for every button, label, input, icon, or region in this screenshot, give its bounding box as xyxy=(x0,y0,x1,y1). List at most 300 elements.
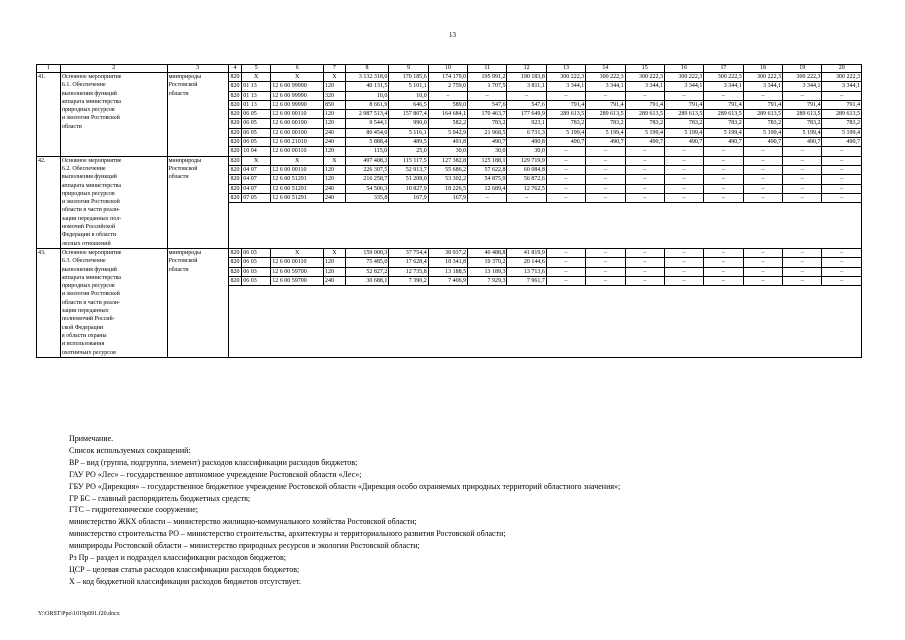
table-cell: – xyxy=(664,156,703,165)
table-cell: – xyxy=(546,248,585,257)
table-cell: 1 707,5 xyxy=(468,82,507,91)
table-cell: 490,7 xyxy=(586,138,625,147)
column-header: 8 xyxy=(345,65,389,73)
note-line: Рз Пр – раздел и подраздел классификации расходов бюджетов; xyxy=(69,553,286,563)
table-cell: 40 131,5 xyxy=(345,82,389,91)
table-cell: – xyxy=(704,184,743,193)
table-cell: – xyxy=(546,184,585,193)
table-cell: 783,2 xyxy=(704,119,743,128)
column-header: 10 xyxy=(428,65,467,73)
table-cell: 12 6 00 00110 xyxy=(271,258,324,267)
table-row xyxy=(37,73,862,82)
table-cell: 589,0 xyxy=(428,100,467,109)
table-cell: 300 222,3 xyxy=(546,73,585,82)
table-cell: 30,0 xyxy=(428,147,467,156)
table-cell: 240 xyxy=(324,276,346,285)
table-cell: 289 613,5 xyxy=(625,110,664,119)
table-cell: – xyxy=(586,165,625,174)
table-cell: 12 6 00 00110 xyxy=(271,165,324,174)
table-cell: 216 258,7 xyxy=(345,175,389,184)
table-cell: 07 05 xyxy=(242,193,271,202)
table-cell: 5 199,4 xyxy=(822,128,862,137)
table-cell: – xyxy=(743,267,782,276)
table-cell: – xyxy=(546,175,585,184)
table-cell: 300 222,3 xyxy=(822,73,862,82)
table-cell: 289 613,5 xyxy=(704,110,743,119)
table-cell: – xyxy=(783,147,822,156)
table-cell: 12 6 00 21010 xyxy=(271,138,324,147)
table-cell: 195 991,2 xyxy=(468,73,507,82)
table-cell: 490,8 xyxy=(507,138,546,147)
table-cell: – xyxy=(822,258,862,267)
table-cell: 820 xyxy=(228,73,241,82)
table-cell: – xyxy=(664,248,703,257)
table-cell: 177 649,9 xyxy=(507,110,546,119)
table-cell: 791,4 xyxy=(546,100,585,109)
table-cell: 820 xyxy=(228,175,241,184)
column-header: 20 xyxy=(822,65,862,73)
table-cell: 10,0 xyxy=(389,91,428,100)
table-cell: 30,0 xyxy=(507,147,546,156)
executor: минприроды Ростовской области xyxy=(167,248,228,357)
table-cell: 3 344,1 xyxy=(743,82,782,91)
activity-name: Основное мероприятие 6.1. Обеспечение выполнения функций аппарата министерства природных ресурсов и экологии Ростовской области xyxy=(60,73,167,157)
table-cell: – xyxy=(704,193,743,202)
table-cell: 125 188,1 xyxy=(468,156,507,165)
column-header: 2 xyxy=(60,65,167,73)
note-line: минприроды Ростовской области – министерство природных ресурсов и экологии Ростовской области; xyxy=(69,541,420,551)
table-cell: 582,2 xyxy=(428,119,467,128)
note-line: Список используемых сокращений: xyxy=(69,445,191,455)
notes-section xyxy=(69,433,869,588)
table-cell: – xyxy=(822,175,862,184)
table-cell: – xyxy=(822,147,862,156)
table-cell: 120 xyxy=(324,258,346,267)
table-cell: – xyxy=(743,184,782,193)
table-cell: 12 6 00 99990 xyxy=(271,100,324,109)
table-cell: 289 613,5 xyxy=(586,110,625,119)
table-cell: 5 199,4 xyxy=(664,128,703,137)
table-cell: 18 226,5 xyxy=(428,184,467,193)
note-line: ВР – вид (группа, подгруппа, элемент) расходов классификации расходов бюджетов; xyxy=(69,457,358,467)
table-cell: 289 613,5 xyxy=(546,110,585,119)
table-cell: – xyxy=(783,91,822,100)
table-cell: 791,4 xyxy=(625,100,664,109)
table-cell: – xyxy=(546,258,585,267)
table-cell: 120 xyxy=(324,267,346,276)
table-cell: – xyxy=(586,175,625,184)
row-number: 43. xyxy=(37,248,61,357)
table-cell: 320 xyxy=(324,91,346,100)
table-row xyxy=(37,248,862,257)
table-cell: – xyxy=(586,156,625,165)
table-cell: 167,9 xyxy=(389,193,428,202)
table-cell: 7 929,3 xyxy=(468,276,507,285)
table-cell: 497 408,3 xyxy=(345,156,389,165)
footer-file-path: Y:\ORST\Ppo\1019p091.f20.docx xyxy=(38,611,120,617)
table-cell: 5 199,4 xyxy=(625,128,664,137)
column-header: 13 xyxy=(546,65,585,73)
table-cell: 240 xyxy=(324,138,346,147)
table-cell: 115,0 xyxy=(345,147,389,156)
table-cell: – xyxy=(664,258,703,267)
table-cell: 54 506,3 xyxy=(345,184,389,193)
table-cell: X xyxy=(324,248,346,257)
table-cell: 3 344,1 xyxy=(704,82,743,91)
table-cell: 820 xyxy=(228,82,241,91)
table-cell: – xyxy=(468,91,507,100)
table-cell: 17 628,4 xyxy=(389,258,428,267)
table-cell: – xyxy=(546,267,585,276)
table-cell: 127 382,8 xyxy=(428,156,467,165)
table-cell: 174 179,0 xyxy=(428,73,467,82)
table-cell: 490,7 xyxy=(664,138,703,147)
table-cell: 06 03 xyxy=(242,248,271,257)
table-cell: 850 xyxy=(324,100,346,109)
table-cell: 289 613,5 xyxy=(822,110,862,119)
note-line: ГБУ РО «Дирекция» – государственное бюджетное учреждение Ростовской области «Дирекция особо охраняемых природных территорий областного значения»; xyxy=(69,481,621,491)
table-cell: 57 622,8 xyxy=(468,165,507,174)
table-cell: 25,0 xyxy=(389,147,428,156)
table-cell: 53 302,2 xyxy=(428,175,467,184)
table-cell: – xyxy=(625,258,664,267)
table-cell: – xyxy=(546,276,585,285)
table-cell: 12 6 00 51291 xyxy=(271,175,324,184)
table-cell: 3 344,1 xyxy=(822,82,862,91)
table-cell: 7 406,9 xyxy=(428,276,467,285)
table-cell: 3 344,1 xyxy=(783,82,822,91)
table-cell: 5 101,1 xyxy=(389,82,428,91)
table-cell: – xyxy=(783,193,822,202)
table-cell: 8 661,9 xyxy=(345,100,389,109)
table-cell: – xyxy=(586,248,625,257)
table-cell: 10,0 xyxy=(345,91,389,100)
table-cell: – xyxy=(743,258,782,267)
table-cell: 490,7 xyxy=(822,138,862,147)
table-cell: 547,6 xyxy=(507,100,546,109)
note-line: Х – код бюджетной классификации расходов бюджетов отсутствует. xyxy=(69,576,301,586)
table-cell: 06 03 xyxy=(242,267,271,276)
table-cell: 783,2 xyxy=(822,119,862,128)
table-cell: 5 199,4 xyxy=(783,128,822,137)
table-cell: 30 688,1 xyxy=(345,276,389,285)
note-line: ГТС – гидротехническое сооружение; xyxy=(69,505,198,515)
table-cell: 783,2 xyxy=(586,119,625,128)
table-cell: 226 307,5 xyxy=(345,165,389,174)
table-cell: 37 754,4 xyxy=(389,248,428,257)
table-cell: 3 344,1 xyxy=(586,82,625,91)
table-cell: 12 6 00 00190 xyxy=(271,128,324,137)
table-cell: 170 185,6 xyxy=(389,73,428,82)
table-cell: – xyxy=(664,193,703,202)
table-row xyxy=(37,156,862,165)
table-cell: – xyxy=(783,258,822,267)
table-cell: – xyxy=(625,91,664,100)
table-cell: 240 xyxy=(324,193,346,202)
table-cell: 120 xyxy=(324,110,346,119)
table-cell: 04 07 xyxy=(242,175,271,184)
table-cell: 5 199,4 xyxy=(743,128,782,137)
table-cell: X xyxy=(324,156,346,165)
table-cell: 10 827,9 xyxy=(389,184,428,193)
table-cell: 12 6 00 99990 xyxy=(271,91,324,100)
table-cell: 300 222,3 xyxy=(704,73,743,82)
table-cell: 820 xyxy=(228,165,241,174)
table-cell: 7 390,2 xyxy=(389,276,428,285)
table-cell: 01 13 xyxy=(242,82,271,91)
note-line: Примечание. xyxy=(69,434,114,443)
table-cell: 820 xyxy=(228,100,241,109)
table-cell: 820 xyxy=(228,258,241,267)
table-cell: – xyxy=(743,91,782,100)
table-cell: – xyxy=(625,165,664,174)
column-header: 7 xyxy=(324,65,346,73)
table-cell: – xyxy=(664,276,703,285)
table-cell: 18 341,8 xyxy=(428,258,467,267)
table-cell: 547,6 xyxy=(468,100,507,109)
table-cell: – xyxy=(704,175,743,184)
table-cell: 52 827,2 xyxy=(345,267,389,276)
table-cell: – xyxy=(783,276,822,285)
table-cell: – xyxy=(822,267,862,276)
table-cell: 489,5 xyxy=(389,138,428,147)
table-cell: – xyxy=(546,147,585,156)
table-cell: 120 xyxy=(324,119,346,128)
table-cell: – xyxy=(546,165,585,174)
table-cell: 3 344,1 xyxy=(625,82,664,91)
table-cell: 491,8 xyxy=(428,138,467,147)
column-header: 15 xyxy=(625,65,664,73)
table-cell: – xyxy=(546,193,585,202)
table-cell: X xyxy=(271,156,324,165)
table-cell: 12 6 00 00110 xyxy=(271,147,324,156)
table-cell: – xyxy=(743,165,782,174)
table-cell: 120 xyxy=(324,82,346,91)
table-cell: 783,2 xyxy=(783,119,822,128)
table-cell: 12 6 00 99990 xyxy=(271,82,324,91)
table-cell: 783,2 xyxy=(625,119,664,128)
table-cell: – xyxy=(743,193,782,202)
table-cell: 12 6 00 51291 xyxy=(271,193,324,202)
table-cell: 13 713,6 xyxy=(507,267,546,276)
table-cell: – xyxy=(625,267,664,276)
table-cell: 13 189,3 xyxy=(468,267,507,276)
note-line: министерство ЖКХ области – министерство жилищно-коммунального хозяйства Ростовской области; xyxy=(69,517,417,527)
table-cell: 167,9 xyxy=(428,193,467,202)
table-cell: 41 819,9 xyxy=(507,248,546,257)
table-cell: 60 084,8 xyxy=(507,165,546,174)
table-cell: – xyxy=(625,276,664,285)
table-cell: – xyxy=(822,156,862,165)
table-cell: – xyxy=(743,156,782,165)
table-cell: 06 03 xyxy=(242,258,271,267)
table-cell: 5 199,4 xyxy=(704,128,743,137)
table-cell: 120 xyxy=(324,147,346,156)
table-cell: 820 xyxy=(228,138,241,147)
column-header: 9 xyxy=(389,65,428,73)
table-cell: 54 875,9 xyxy=(468,175,507,184)
table-cell: 490,7 xyxy=(783,138,822,147)
table-cell: – xyxy=(586,184,625,193)
table-cell: – xyxy=(625,184,664,193)
table-cell: 490,7 xyxy=(743,138,782,147)
table-cell: 21 968,5 xyxy=(468,128,507,137)
table-cell: 170 463,7 xyxy=(468,110,507,119)
column-header: 6 xyxy=(271,65,324,73)
row-number: 41. xyxy=(37,73,61,157)
table-cell: – xyxy=(704,248,743,257)
table-cell: 783,2 xyxy=(468,119,507,128)
table-cell: 820 xyxy=(228,248,241,257)
table-cell: – xyxy=(586,147,625,156)
column-header: 3 xyxy=(167,65,228,73)
activity-name: Основное мероприятие 6.2. Обеспечение выполнения функций аппарата министерства природных ресурсов и экологии Ростовской области в части реали- зации переданных пол- номочий Российской Федерации в области лесных отношений xyxy=(60,156,167,248)
table-cell: 820 xyxy=(228,184,241,193)
table-cell: 240 xyxy=(324,184,346,193)
table-cell: – xyxy=(704,156,743,165)
table-cell: – xyxy=(704,165,743,174)
table-cell: 3 811,1 xyxy=(507,82,546,91)
table-cell: 2 759,0 xyxy=(428,82,467,91)
table-cell: 5 199,4 xyxy=(586,128,625,137)
table-cell: 06 05 xyxy=(242,138,271,147)
table-cell: 115 117,5 xyxy=(389,156,428,165)
column-header: 5 xyxy=(242,65,271,73)
table-cell: – xyxy=(507,91,546,100)
table-cell: 820 xyxy=(228,119,241,128)
table-cell: 55 686,2 xyxy=(428,165,467,174)
table-cell: – xyxy=(783,156,822,165)
table-cell: 10 04 xyxy=(242,147,271,156)
table-cell: 04 07 xyxy=(242,165,271,174)
table-cell: 06 03 xyxy=(242,276,271,285)
table-cell: 129 719,9 xyxy=(507,156,546,165)
table-cell: 820 xyxy=(228,147,241,156)
table-cell: 820 xyxy=(228,156,241,165)
note-line: ГР БС – главный распорядитель бюджетных средств; xyxy=(69,493,251,503)
row-number: 42. xyxy=(37,156,61,248)
table-cell: – xyxy=(664,267,703,276)
column-header: 4 xyxy=(228,65,241,73)
table-cell: – xyxy=(428,91,467,100)
table-cell: – xyxy=(586,91,625,100)
table-cell: – xyxy=(586,267,625,276)
table-cell: 7 961,7 xyxy=(507,276,546,285)
table-cell: 06 05 xyxy=(242,119,271,128)
table-cell: 190 183,8 xyxy=(507,73,546,82)
table-cell: – xyxy=(822,91,862,100)
table-cell: 923,1 xyxy=(507,119,546,128)
table-cell: 06 05 xyxy=(242,128,271,137)
table-cell: 820 xyxy=(228,91,241,100)
table-cell: 820 xyxy=(228,128,241,137)
table-cell: 75 485,0 xyxy=(345,258,389,267)
table-cell: X xyxy=(242,156,271,165)
table-cell: 56 872,6 xyxy=(507,175,546,184)
table-cell: – xyxy=(625,147,664,156)
table-cell: X xyxy=(242,73,271,82)
table-cell: – xyxy=(822,165,862,174)
table-cell: 5 042,9 xyxy=(428,128,467,137)
table-cell: – xyxy=(664,91,703,100)
table-cell: 12 6 00 59700 xyxy=(271,276,324,285)
table-cell: 5 199,4 xyxy=(546,128,585,137)
table-cell: 12 6 00 51291 xyxy=(271,184,324,193)
table-cell: 120 xyxy=(324,175,346,184)
table-cell: 300 222,3 xyxy=(586,73,625,82)
column-header: 17 xyxy=(704,65,743,73)
table-cell: – xyxy=(822,248,862,257)
table-cell: 646,5 xyxy=(389,100,428,109)
table-cell: 52 913,7 xyxy=(389,165,428,174)
table-cell: 791,4 xyxy=(586,100,625,109)
table-cell: 40 488,8 xyxy=(468,248,507,257)
table-cell: 3 344,1 xyxy=(546,82,585,91)
table-cell: 300 222,3 xyxy=(664,73,703,82)
table-cell: 12 6 00 00110 xyxy=(271,110,324,119)
executor: минприроды Ростовской области xyxy=(167,156,228,248)
page-number: 13 xyxy=(449,31,456,39)
table-cell: 9 544,1 xyxy=(345,119,389,128)
table-cell: 3 344,1 xyxy=(664,82,703,91)
table-cell: – xyxy=(783,248,822,257)
table-cell: 12 6 00 59700 xyxy=(271,267,324,276)
table-cell: – xyxy=(546,91,585,100)
column-header: 19 xyxy=(783,65,822,73)
table-cell: 13 188,5 xyxy=(428,267,467,276)
table-cell: – xyxy=(783,267,822,276)
table-cell: 783,2 xyxy=(664,119,703,128)
table-cell: – xyxy=(664,147,703,156)
table-cell: – xyxy=(704,276,743,285)
table-cell: – xyxy=(625,248,664,257)
table-cell: – xyxy=(586,276,625,285)
table-cell: 791,4 xyxy=(704,100,743,109)
column-header: 12 xyxy=(507,65,546,73)
table-cell: 164 684,1 xyxy=(428,110,467,119)
table-cell: – xyxy=(822,184,862,193)
table-cell: 6 731,3 xyxy=(507,128,546,137)
table-cell: 01 13 xyxy=(242,91,271,100)
note-line: ЦСР – целевая статья расходов классификации расходов бюджетов; xyxy=(69,564,300,574)
table-cell: 80 454,0 xyxy=(345,128,389,137)
table-cell: 19 370,2 xyxy=(468,258,507,267)
table-cell: 490,7 xyxy=(546,138,585,147)
table-cell: 51 208,0 xyxy=(389,175,428,184)
table-cell: 01 13 xyxy=(242,100,271,109)
table-cell: 12 762,5 xyxy=(507,184,546,193)
table-cell: 5 116,1 xyxy=(389,128,428,137)
table-cell: – xyxy=(783,175,822,184)
table-cell: 335,8 xyxy=(345,193,389,202)
table-cell: – xyxy=(586,193,625,202)
column-header: 1 xyxy=(37,65,61,73)
table-cell: 490,7 xyxy=(468,138,507,147)
note-line: министерство строительства РО – министерство строительства, архитектуры и территориального развития Ростовской области; xyxy=(69,529,506,539)
table-cell: – xyxy=(586,258,625,267)
table-cell: – xyxy=(546,156,585,165)
column-header: 18 xyxy=(743,65,782,73)
table-cell: – xyxy=(664,184,703,193)
table-cell: – xyxy=(625,193,664,202)
table-cell: 2 987 513,4 xyxy=(345,110,389,119)
table-cell: – xyxy=(704,147,743,156)
table-cell: 300 222,3 xyxy=(743,73,782,82)
table-cell: – xyxy=(704,267,743,276)
table-cell: – xyxy=(822,193,862,202)
table-cell: – xyxy=(822,276,862,285)
table-cell: 820 xyxy=(228,267,241,276)
